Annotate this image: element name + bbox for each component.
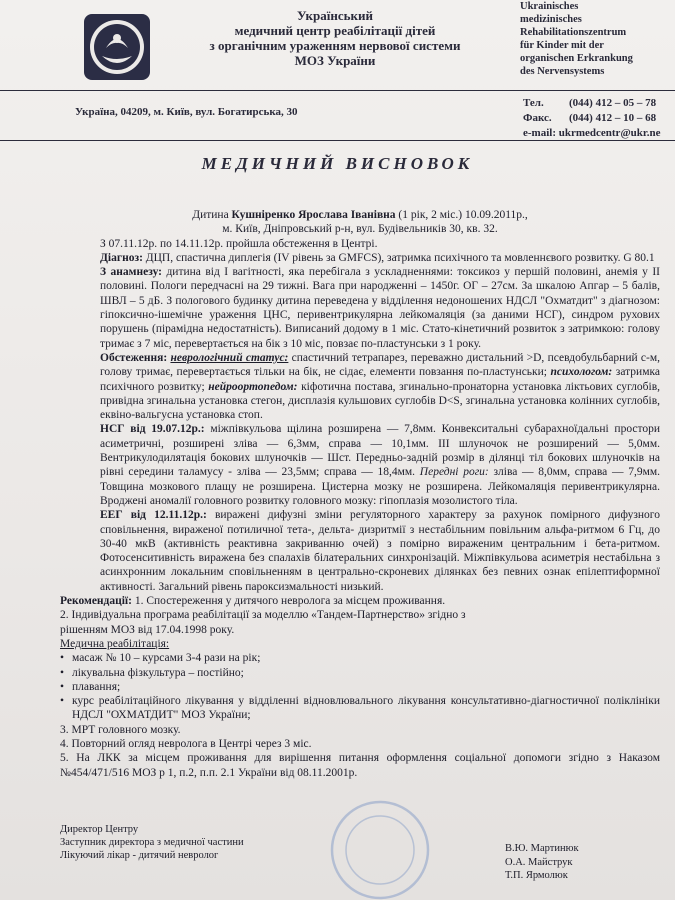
header-de-line: Ukrainisches: [520, 1, 579, 12]
exam-label: Обстеження:: [100, 351, 168, 364]
fax-number: (044) 412 – 10 – 68: [569, 112, 657, 124]
center-address: Україна, 04209, м. Київ, вул. Богатирська, 30: [75, 106, 298, 118]
patient-line: [60, 208, 660, 222]
rehab-item: • плавання;: [60, 680, 660, 694]
patient-address: м. Київ, Дніпровський р-н, вул. Будівельників 30, кв. 32.: [222, 223, 498, 236]
nsg-text: міжпівкульова щілина розширена — 7,8мм. Конвекситальні субарахноїдальні простори асиметричні, розширені зліва — 6,3мм, справа — 10,1мм. ІІІ шлуночок не розширений — 5,0мм. Вентрикулодилятація бокових шлуночків — Шст. Передньо-задній розмір в ділянці тіл бокових шлуночків на рівні середини таламусу - зліва — 23,5мм; справа — 18,4мм.: [100, 423, 661, 479]
eeg-result: [60, 508, 660, 594]
diagnosis: [60, 251, 660, 265]
fax-label: Факс.: [523, 112, 552, 124]
round-stamp: [305, 790, 455, 900]
psych-text: затримка психічного розвитку;: [100, 366, 661, 393]
nsg-text-2: зліва — 8,0мм, справа — 7,9мм. Товщина мозкового плащу не розширена. Цистерна мозку не розширена. Лейкомаляція перивентрикулярна. Вроджені аномалії головного розвитку головного мозку: гіпоплазія мозолистого тіла.: [100, 466, 661, 507]
medical-rehab-label: Медична реабілітація:: [60, 637, 170, 650]
examination: [60, 351, 660, 422]
horns-label: Передні роги:: [419, 466, 489, 479]
header-ua-line: Український: [297, 8, 373, 23]
header-divider-bottom: [0, 140, 675, 141]
recommendation-2: 2. Індивідуальна програма реабілітації за моделлю «Тандем-Партнерство» згідно з: [60, 609, 466, 622]
patient-age: (1 рік, 2 міс.) 10.09.2011р.,: [395, 209, 528, 221]
rehab-item: • курс реабілітаційного лікування у відділенні відновлювального лікування консультативно-діагностичної поліклініки НДСЛ "ОХМАТДИТ" МОЗ України;: [60, 694, 660, 723]
document-title: МЕДИЧНИЙ ВИСНОВОК: [201, 154, 474, 173]
contact-block: [523, 96, 661, 141]
recommendation-2-cont: рішенням МОЗ від 17.04.1998 року.: [60, 623, 235, 636]
header-de-line: für Kinder mit der: [520, 40, 604, 51]
center-name-ukrainian: [180, 8, 490, 68]
recommendations-label: Рекомендації:: [60, 595, 132, 608]
signature-names: [505, 842, 579, 883]
psych-label: психологом:: [550, 366, 613, 379]
rehab-item: • лікувальна фізкультура – постійно;: [60, 666, 660, 680]
email: e-mail: ukrmedcentr@ukr.ne: [523, 127, 661, 139]
recommendation-5: 5. На ЛКК за місцем проживання для вирішення питання оформлення соціальної допомоги згідно з Наказом №454/471/516 МОЗ р 1, п.2, п.п. 2.1 України від 08.11.2001р.: [60, 752, 660, 779]
ortho-text: кіфотична постава, згинально-пронаторна установка ліктьових суглобів, привідна згинальна установка стегон, дисплазія кульшових суглобів D<S, згинальна установка колінних суглобів, еквіно-вальгусна установка стоп.: [100, 380, 660, 422]
header-ua-line: з органічним ураженням нервової системи: [209, 38, 461, 53]
eeg-text: виражені дифузні зміни регуляторного характеру за рахунок помірного дифузного сповільнення, вираженої потиличної тета-, дельта- дизритмії з нестабільним повільним альфа-ритмом 6 Гц, до 30-40 мкВ (активність реактивна закриванню очей) з помірно вираженим центральним і бета-ритмом. Фотосенситивність виражена без спалахів білатеральних синхронізацій. Міжпівкульова асиметрія нестабільна з асинхронним локальним сповільненням в центрально-скроневих ділянках без певних ознак епілептиформної активності. Загальний рівень пароксизмальності низький.: [100, 509, 660, 593]
header-de-line: organischen Erkrankung: [520, 53, 633, 64]
document-body: [60, 208, 660, 780]
header-divider: [0, 90, 675, 91]
patient-name: Кушніренко Ярослава Іванівна: [231, 209, 396, 221]
tel-label: Тел.: [523, 97, 544, 109]
header-ua-line: МОЗ України: [294, 53, 376, 68]
signature-name: О.А. Майструк: [505, 856, 573, 868]
tel-number: (044) 412 – 05 – 78: [569, 97, 657, 109]
signature-name: Т.П. Ярмолюк: [505, 870, 568, 881]
header-de-line: Rehabilitationszentrum: [520, 27, 627, 38]
signature-roles: [60, 823, 244, 862]
center-name-german: [520, 0, 675, 78]
diagnosis-label: Діагноз:: [100, 251, 143, 264]
header-ua-line: медичний центр реабілітації дітей: [234, 23, 436, 38]
neuro-label: неврологічний статус:: [170, 351, 289, 364]
stay-period: З 07.11.12р. по 14.11.12р. пройшла обстеження в Центрі.: [100, 237, 378, 250]
header-de-line: medizinisches: [520, 14, 582, 25]
recommendations: [60, 594, 660, 608]
signature-role: Директор Центру: [60, 824, 139, 835]
anamnesis: [60, 265, 660, 351]
signature-name: В.Ю. Мартинюк: [505, 843, 579, 854]
recommendation-4: 4. Повторний огляд невролога в Центрі через 3 міс.: [60, 737, 312, 750]
anamnesis-text: дитина від І вагітності, яка перебігала з ускладненнями: токсикоз у першій половині, анемія у ІІ половині. Пологи передчасні на 29 тижні. Вага при народженні – 1450г. ОГ – 27см. За шкалою Апгар – 5 балів, ШВЛ – 5 дБ. З пологового будинку дитина переведена у відділення недоношених НДСЛ "Охматдит" з діагнозом: гіпоксично-ішемічне ураження ЦНС, перивентрикулярна лейкомаляція (за даними НСГ), синдром рухових порушень (пірамідна недостатність). Виписаний додому в 1 міс. Стато-кінетичний розвиток з затримкою: голову тримає з 7 міс, перевертається на бік з 10 міс, повзає по-пластунськи з 1 року.: [100, 266, 660, 350]
diagnosis-text: ДЦП, спастична диплегія (IV рівень за GMFCS), затримка психічного та мовленнєвого розвитку. G 80.1: [142, 251, 655, 264]
eeg-label: ЕЕГ від 12.11.12р.:: [100, 509, 207, 522]
anamnesis-label: З анамнезу:: [100, 266, 163, 279]
signature-role: Лікуючий лікар - дитячий невролог: [60, 850, 219, 861]
header-de-line: des Nervensystems: [520, 66, 605, 77]
recommendation-3: 3. МРТ головного мозку.: [60, 723, 181, 736]
signature-role: Заступник директора з медичної частини: [60, 837, 244, 848]
neuro-text: спастичний тетрапарез, переважно дистальний >D, псевдобульбарний с-м, голову тримає, перевертається тільки на бік, не сідає, елементи повзання по-пластунськи;: [100, 351, 661, 379]
nsg-label: НСГ від 19.07.12р.:: [100, 423, 205, 436]
nsg-result: [60, 422, 660, 508]
patient-prefix: Дитина: [192, 209, 232, 221]
rehab-item: • масаж № 10 – курсами 3-4 рази на рік;: [60, 651, 660, 665]
recommendation-1: 1. Спостереження у дитячого невролога за місцем проживання.: [131, 595, 446, 608]
center-logo: [82, 12, 152, 82]
ortho-label: нейроортопедом:: [208, 380, 298, 393]
